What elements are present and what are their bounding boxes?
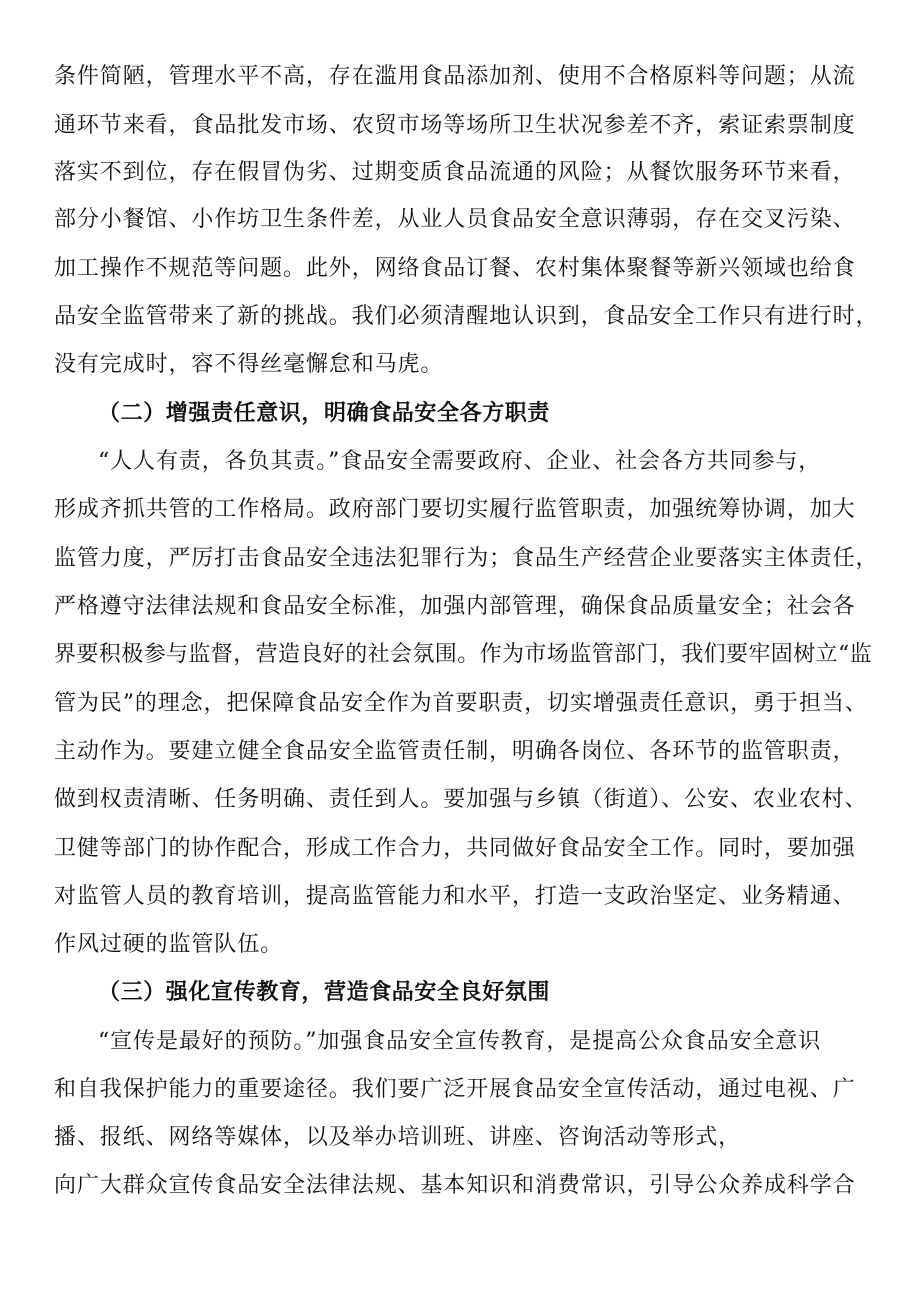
body-text-line: 主动作为。要建立健全食品安全监管责任制，明确各岗位、各环节的监管职责，	[54, 739, 856, 764]
body-text-line: 管为民”的理念，把保障食品安全作为首要职责，切实增强责任意识，勇于担当、	[54, 691, 868, 716]
body-text-line: 加工操作不规范等问题。此外，网络食品订餐、农村集体聚餐等新兴领域也给食	[54, 256, 856, 281]
body-text-line: 界要积极参与监督，营造良好的社会氛围。作为市场监管部门，我们要牢固树立“监	[54, 642, 873, 667]
body-text-line: 卫健等部门的协作配合，形成工作合力，共同做好食品安全工作。同时，要加强	[54, 836, 856, 861]
body-text-line: 部分小餐馆、小作坊卫生条件差，从业人员食品安全意识薄弱，存在交叉污染、	[54, 207, 856, 232]
body-text-line: 和自我保护能力的重要途径。我们要广泛开展食品安全宣传活动，通过电视、广	[54, 1077, 856, 1102]
body-text-line: “人人有责，各负其责。”食品安全需要政府、企业、社会各方共同参与，	[98, 449, 822, 474]
body-text-line: “宣传是最好的预防。”加强食品安全宣传教育，是提高公众食品安全意识	[98, 1029, 822, 1054]
body-text-line: 严格遵守法律法规和食品安全标准，加强内部管理，确保食品质量安全；社会各	[54, 594, 856, 619]
section-heading-3: （三）强化宣传教育，营造食品安全良好氛围	[98, 980, 551, 1005]
body-text-line: 没有完成时，容不得丝毫懈怠和马虎。	[54, 352, 444, 377]
body-text-line: 品安全监管带来了新的挑战。我们必须清醒地认识到，食品安全工作只有进行时，	[54, 304, 879, 329]
body-text-line: 对监管人员的教育培训，提高监管能力和水平，打造一支政治坚定、业务精通、	[54, 884, 856, 909]
body-text-line: 作风过硬的监管队伍。	[54, 932, 284, 957]
body-text-line: 条件简陋，管理水平不高，存在滥用食品添加剂、使用不合格原料等问题；从流	[54, 64, 856, 89]
body-text-line: 通环节来看，食品批发市场、农贸市场等场所卫生状况参差不齐，索证索票制度	[54, 113, 856, 138]
body-text-line: 向广大群众宣传食品安全法律法规、基本知识和消费常识，引导公众养成科学合	[54, 1173, 856, 1198]
body-text-line: 做到权责清晰、任务明确、责任到人。要加强与乡镇（街道）、公安、农业农村、	[54, 787, 868, 812]
section-heading-2: （二）增强责任意识，明确食品安全各方职责	[98, 401, 551, 426]
body-text-line: 形成齐抓共管的工作格局。政府部门要切实履行监管职责，加强统筹协调，加大	[54, 497, 856, 522]
body-text-line: 监管力度，严厉打击食品安全违法犯罪行为；食品生产经营企业要落实主体责任，	[54, 546, 879, 571]
body-text-line: 落实不到位，存在假冒伪劣、过期变质食品流通的风险；从餐饮服务环节来看，	[54, 160, 856, 185]
body-text-line: 播、报纸、网络等媒体，以及举办培训班、讲座、咨询活动等形式，	[54, 1125, 742, 1150]
